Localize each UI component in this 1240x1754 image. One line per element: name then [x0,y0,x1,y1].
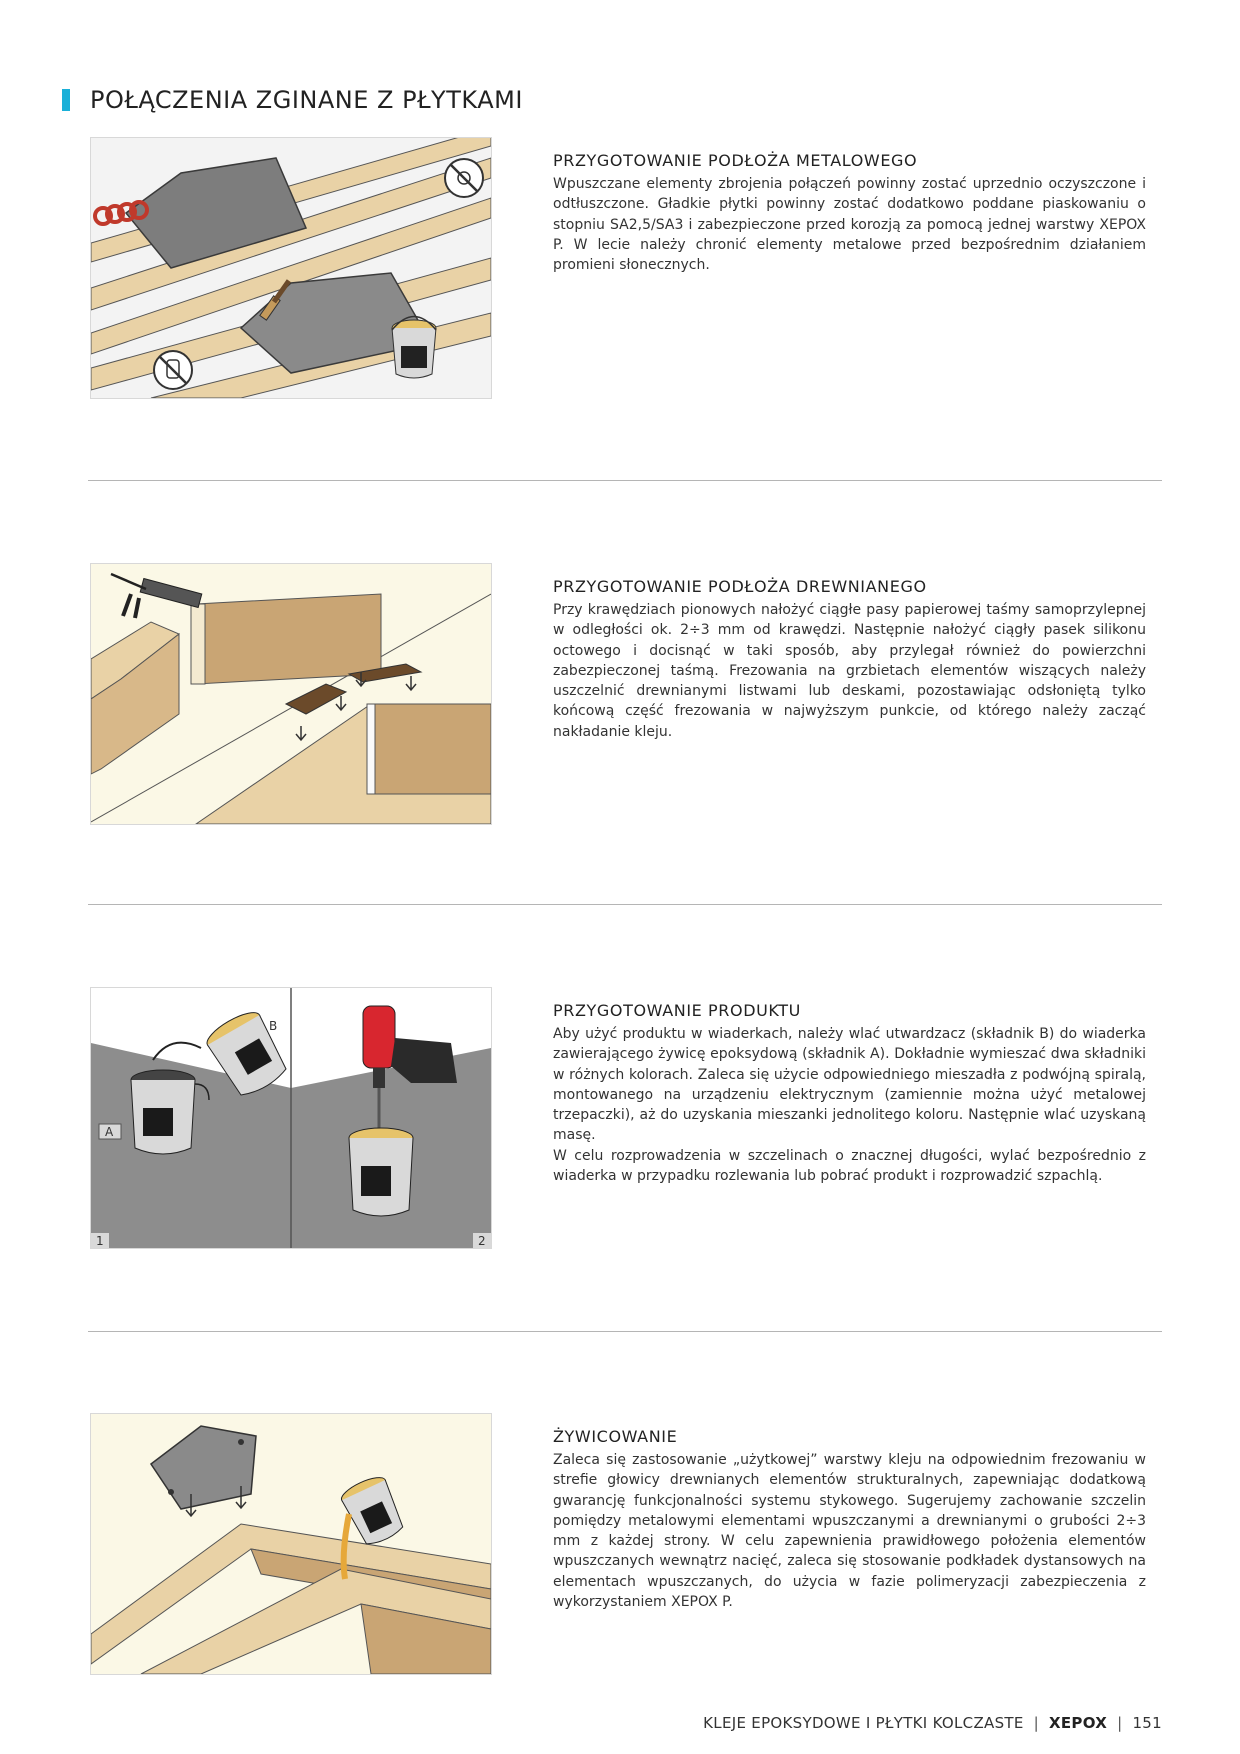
illustration-metal-preparation [90,137,492,399]
section-divider [88,1331,1162,1332]
illustration-product-preparation [90,987,492,1249]
metal-preparation-drawing [91,138,491,398]
footer-category: KLEJE EPOKSYDOWE I PŁYTKI KOLCZASTE [703,1714,1024,1732]
section-body: Aby użyć produktu w wiaderkach, należy wlać utwardzacz (składnik B) do wiaderka zawierającego żywicę epoksydową (składnik A). Dokładnie wymieszać dwa składniki w różnych kolorach. Zaleca się użycie odpowiedniego mieszadła z podwójną spiralą, montowanego na urządzeniu elektrycznym (zamiennie można użyć metalowej trzepaczki), aż do uzyskania mieszanki jednolitego koloru. Następnie wlać uzyskaną masę. W celu rozprowadzenia w szczelinach o znacznej długości, wylać bezpośrednio z wiaderka w przypadku rozlewania lub pobrać produkt i rozprowadzić szpachlą. [553,1026,1146,1185]
section-divider [88,904,1162,905]
product-preparation-drawing [91,988,491,1248]
text-wood-preparation [553,577,1146,742]
footer-separator: | [1117,1714,1123,1732]
section-body: Zaleca się zastosowanie „użytkowej” warstwy kleju na odpowiednim frezowaniu w strefie głowicy drewnianych elementów strukturalnych, zapewniając dodatkową gwarancję funkcjonalności systemu stykowego. Sugerujemy zachowanie szczelin pomiędzy metalowymi elementami wpuszczanymi a drewnianymi o grubości 2÷3 mm z każdej strony. W celu zapewnienia prawidłowego położenia elementów wpuszczanych wewnątrz nacięć, zaleca się stosowanie podkładek dystansowych na elementach wpuszczanych, do użycia w fazie polimeryzacji zabezpieczenia z wykorzystaniem XEPOX P. [553,1452,1146,1611]
section-resin-application [90,1413,1160,1675]
section-product-preparation [90,987,1160,1249]
no-hand-icon [154,351,192,389]
page-header [62,84,523,116]
section-heading: PRZYGOTOWANIE PODŁOŻA METALOWEGO [553,151,918,170]
section-body: Wpuszczane elementy zbrojenia połączeń powinny zostać uprzednio oczyszczone i odtłuszczone. Gładkie płytki powinny zostać dodatkowo poddane piaskowaniu o stopniu SA2,5/SA3 i zabezpieczone przed korozją za pomocą jednej warstwy XEPOX P. W lecie należy chronić elementy metalowe przed bezpośrednim działaniem promieni słonecznych. [553,176,1146,274]
section-metal-preparation [90,137,1160,399]
section-heading: PRZYGOTOWANIE PODŁOŻA DREWNIANEGO [553,577,927,596]
page-title: POŁĄCZENIA ZGINANE Z PŁYTKAMI [90,86,523,114]
section-heading: PRZYGOTOWANIE PRODUKTU [553,1001,801,1020]
no-sun-icon [445,159,483,197]
illustration-resin-application [90,1413,492,1675]
text-resin-application [553,1427,1146,1612]
wood-preparation-drawing [91,564,491,824]
bucket-icon [349,1128,413,1216]
text-product-preparation [553,1001,1146,1186]
panel-number-2: 2 [478,1234,486,1248]
label-component-b: B [269,1019,278,1033]
footer-separator: | [1033,1714,1040,1732]
page-number: 151 [1132,1714,1162,1732]
title-accent-bar [62,89,70,111]
text-metal-preparation [553,151,1146,275]
footer-brand: XEPOX [1049,1714,1108,1732]
page-footer [703,1714,1162,1732]
section-wood-preparation [90,563,1160,825]
section-heading: ŻYWICOWANIE [553,1427,678,1446]
section-body: Przy krawędziach pionowych nałożyć ciągłe pasy papierowej taśmy samoprzylepnej w odległości ok. 2÷3 mm od krawędzi. Następnie nałożyć ciągły pasek silikonu octowego i docisnąć w taki sposób, aby przylegał również do powierzchni zabezpieczonej taśmą. Frezowania na grzbietach elementów wiszących należy uszczelnić drewnianymi listwami lub deskami, pozostawiając odsłoniętą tylko końcową część frezowania w najwyższym punkcie, od którego należy zacząć nakładanie kleju. [553,602,1146,740]
section-divider [88,480,1162,481]
paint-bucket-icon [392,317,436,379]
label-component-a: A [105,1125,114,1139]
panel-number-1: 1 [96,1234,104,1248]
illustration-wood-preparation [90,563,492,825]
resin-application-drawing [91,1414,491,1674]
